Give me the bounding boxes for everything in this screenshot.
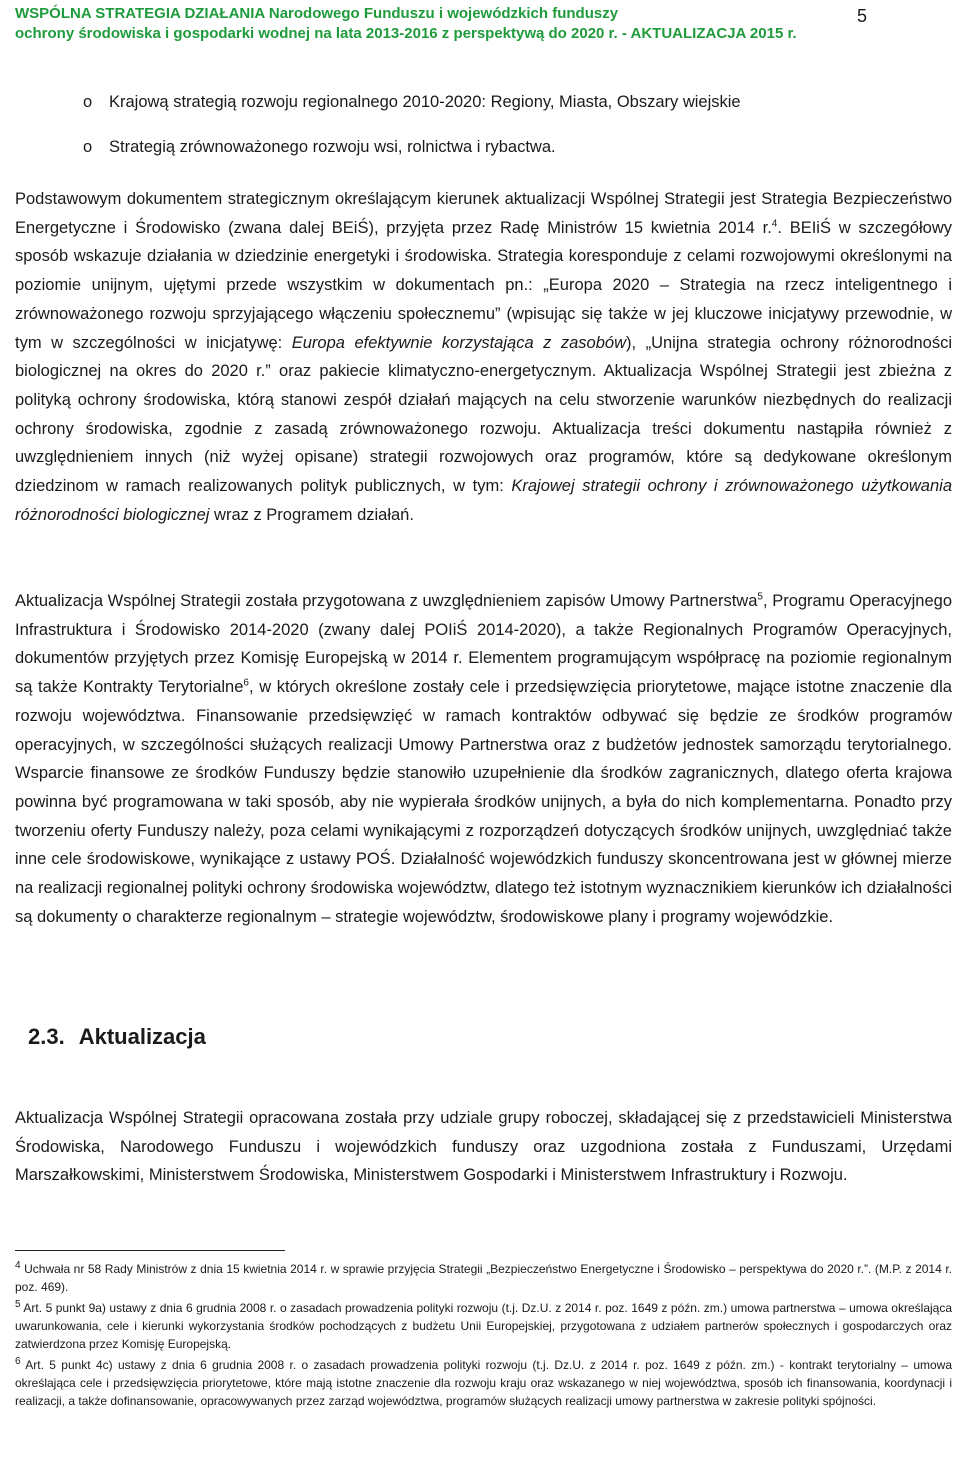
footnote-text: Uchwała nr 58 Rady Ministrów z dnia 15 kwietnia 2014 r. w sprawie przyjęcia Strategii „Bezpieczeństwo Energetyczne i Środowisko – perspektywa do 2020 r.”. (M.P. z 2014 r. poz. 469). bbox=[15, 1262, 952, 1294]
footnote-text: Art. 5 punkt 4c) ustawy z dnia 6 grudnia 2008 r. o zasadach prowadzenia polityki rozwoju (t.j. Dz.U. z 2014 r. poz. 1649 z późn. zm.) - kontrakt terytorialny – umowa określająca cele i przedsięwzięcia priorytetowe, które mają istotne znaczenie dla rozwoju kraju oraz wskazanego w niej województwa, sposób ich finansowania, koordynacji i realizacji, a także dofinansowanie, opracowywanych przez zarząd województwa, programów służących realizacji umowy partnerstwa w zakresie polityki spójności. bbox=[15, 1358, 953, 1408]
footnote-ref-4[interactable]: 4 bbox=[771, 218, 778, 230]
footnote-ref-6[interactable]: 6 bbox=[243, 677, 249, 689]
bullet-text: Krajową strategią rozwoju regionalnego 2010-2020: Regiony, Miasta, Obszary wiejskie bbox=[109, 93, 741, 111]
header-line-1: WSPÓLNA STRATEGIA DZIAŁANIA Narodowego Funduszu i wojewódzkich funduszy bbox=[15, 5, 619, 22]
list-item bbox=[83, 137, 943, 157]
header-line-2: ochrony środowiska i gospodarki wodnej na lata 2013-2016 z perspektywą do 2020 r. - AKTUALIZACJA 2015 r. bbox=[15, 25, 797, 42]
bullet-mark: o bbox=[83, 93, 93, 111]
footnotes bbox=[15, 1260, 952, 1413]
italic-text: Krajowej strategii ochrony i zrównoważonego użytkowania różnorodności biologicznej bbox=[15, 477, 952, 524]
list-item bbox=[83, 92, 943, 112]
footnote-ref-5[interactable]: 5 bbox=[757, 591, 763, 603]
paragraph-beis-strategy bbox=[15, 185, 952, 529]
text-run: wraz z Programem działań. bbox=[209, 505, 414, 524]
footnote-separator bbox=[15, 1250, 285, 1251]
running-header bbox=[15, 4, 945, 44]
footnote-text: Art. 5 punkt 9a) ustawy z dnia 6 grudnia 2008 r. o zasadach prowadzenia polityki rozwoju (t.j. Dz.U. z 2014 r. poz. 1649 z późn. zm.) umowa partnerstwa – umowa określająca uwarunkowania, cele i kierunki wykorzystania środków pochodzących z budżetu Unii Europejskiej, przygotowana z udziałem partnerów społecznych i gospodarczych oraz zatwierdzona przez Komisję Europejską. bbox=[15, 1301, 953, 1351]
text-run: ), „Unijna strategia ochrony różnorodności biologicznej na okres do 2020 r.” oraz pakiecie klimatyczno-energetycznym. Aktualizacja Wspólnej Strategii jest zbieżna z polityką ochrony środowiska, którą stanowi zespół działań mających na celu stworzenie warunków niezbędnych do realizacji ochrony środowiska, zgodnie z zasadą zrównoważonego rozwoju. Aktualizacja treści dokumentu nastąpiła również z uwzględnieniem innych (niż wyżej opisane) strategii rozwojowych oraz programów, które są dedykowane określonym dziedzinom w ramach realizowanych polityk publicznych, w tym: bbox=[15, 333, 952, 496]
text-run: Aktualizacja Wspólnej Strategii została przygotowana z uwzględnieniem zapisów Umowy Partnerstwa bbox=[15, 592, 758, 610]
paragraph-partnership bbox=[15, 587, 952, 931]
footnote-5 bbox=[15, 1299, 952, 1353]
section-title: Aktualizacja bbox=[78, 1024, 206, 1049]
text-run: , Programu Operacyjnego Infrastruktura i Środowisko 2014-2020 (zwany dalej POIiŚ 2014-2020), a także Regionalnych Programów Operacyjnych, dokumentów przyjętych przez Komisję Europejską w 2014 r. Elementem programującym współpracę na poziomie regionalnym są także Kontrakty Terytorialne bbox=[15, 592, 953, 697]
footnote-6 bbox=[15, 1356, 952, 1410]
footnote-4 bbox=[15, 1260, 952, 1296]
bullet-mark: o bbox=[83, 138, 93, 156]
text-run: Podstawowym dokumentem strategicznym określającym kierunek aktualizacji Wspólnej Strategii jest Strategia Bezpieczeństwo Energetyczne i Środowisko (zwana dalej BEiŚ), przyjęta przez Radę Ministrów 15 kwietnia 2014 r. bbox=[15, 190, 952, 237]
italic-text: Europa efektywnie korzystająca z zasobów bbox=[291, 333, 626, 352]
bullet-list bbox=[83, 92, 943, 182]
text-run: . BEIiŚ w szczegółowy sposób wskazuje działania w dziedzinie energetyki i środowiska. Strategia koresponduje z celami rozwojowymi określonymi na poziomie unijnym, ujętymi przede wszystkim w dokumentach pn.: „Europa 2020 – Strategia na rzecz inteligentnego i zrównoważonego rozwoju sprzyjającego włączeniu społecznemu” (wpisując się także w jej kluczowe inicjatywy przewodnie, w tym w szczególności w inicjatywę: bbox=[15, 218, 952, 352]
paragraph-working-group: Aktualizacja Wspólnej Strategii opracowana została przy udziale grupy roboczej, składającej się z przedstawicieli Ministerstwa Środowiska, Narodowego Funduszu i wojewódzkich funduszy oraz uzgodniona została z Funduszami, Urzędami Marszałkowskimi, Ministerstwem Środowiska, Ministerstwem Gospodarki i Ministerstwem Infrastruktury i Rozwoju. bbox=[15, 1109, 952, 1185]
footnote-number: 6 bbox=[15, 1356, 21, 1367]
footnote-number: 5 bbox=[15, 1299, 21, 1310]
page-number: 5 bbox=[856, 6, 867, 26]
text-run: , w których określone zostały cele i przedsięwzięcia priorytetowe, mające istotne znaczenie dla rozwoju województwa. Finansowanie przedsięwzięć w ramach kontraktów odbywać się będzie ze środków programów operacyjnych, w szczególności służących realizacji Umowy Partnerstwa oraz z budżetów jednostek samorządu terytorialnego. Wsparcie finansowe ze środków Funduszy będzie stanowiło uzupełnienie dla środków zagranicznych, dlatego oferta krajowa powinna być programowana w taki sposób, aby nie wypierała środków unijnych, a była do nich komplementarna. Ponadto przy tworzeniu oferty Funduszy należy, poza celami wynikającymi z rozporządzeń dotyczących środków unijnych, uwzględniać także inne cele środowiskowe, wynikające z ustawy POŚ. Działalność wojewódzkich funduszy skoncentrowana jest w głównej mierze na realizacji regionalnej polityki ochrony środowiska województw, dlatego też istotnym wyznacznikiem kierunków ich działalności są dokumenty o charakterze regionalnym – strategie województw, środowiskowe plany i programy wojewódzkie. bbox=[15, 678, 952, 926]
footnote-number: 4 bbox=[15, 1260, 21, 1271]
section-heading bbox=[28, 1024, 206, 1050]
bullet-text: Strategią zrównoważonego rozwoju wsi, rolnictwa i rybactwa. bbox=[109, 138, 556, 156]
section-number: 2.3. bbox=[28, 1024, 65, 1049]
